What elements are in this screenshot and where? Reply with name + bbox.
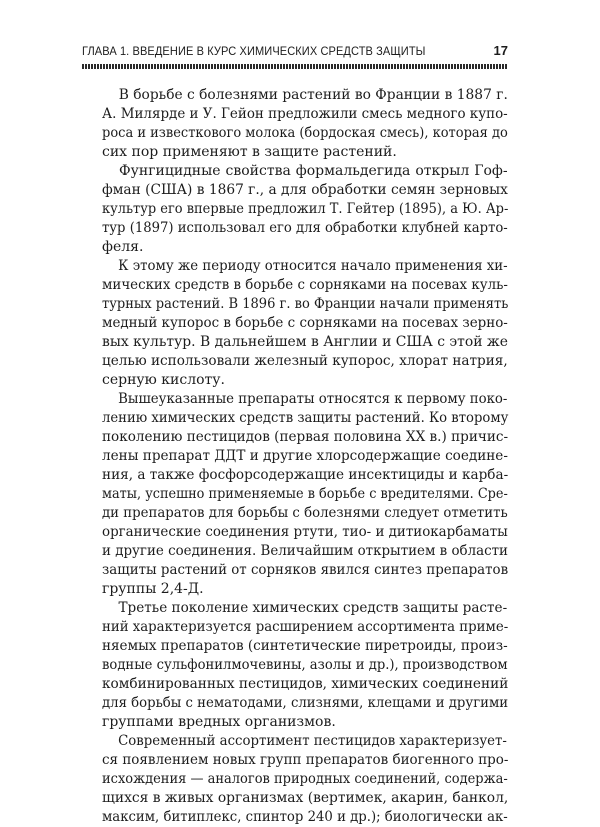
text-line: ся появлением новых групп препаратов биогенного про- xyxy=(102,752,509,768)
text-line: ний характеризуется расширением ассортимента приме- xyxy=(102,619,509,635)
text-line: исхождения — аналогов природных соединений, содержа- xyxy=(102,771,508,787)
text-line: и другие соединения. Величайшим открытием в области xyxy=(102,543,508,559)
header-rule xyxy=(82,64,508,69)
text-line: мических средств в борьбе с сорняками на посевах куль- xyxy=(102,277,508,293)
text-line: максим, битиплекс, спинтор 240 и др.); биологически ак- xyxy=(102,809,508,825)
text-line: вых культур. В дальнейшем в Англии и США с этой же xyxy=(102,334,508,350)
text-line: водные сульфонилмочевины, азолы и др.), производством xyxy=(102,657,508,673)
text-line: Третье поколение химических средств защиты расте- xyxy=(118,600,508,616)
text-line: серную кислоту. xyxy=(102,372,225,388)
text-line: медный купорос в борьбе с сорняками на посевах зерно- xyxy=(102,315,508,331)
text-line: маты, успешно применяемые в борьбе с вредителями. Сре- xyxy=(102,486,508,502)
text-line: Современный ассортимент пестицидов характеризует- xyxy=(118,733,507,749)
text-line: тур (1897) использовал его для обработки клубней карто- xyxy=(102,220,508,236)
text-line: фман (США) в 1867 г., а для обработки семян зерновых xyxy=(102,182,508,198)
text-line: целью использовали железный купорос, хлорат натрия, xyxy=(102,353,508,369)
running-header xyxy=(82,44,508,62)
text-line: ния, а также фосфорсодержащие инсектициды и карба- xyxy=(102,467,509,483)
text-line: няемых препаратов (синтетические пиретроиды, произ- xyxy=(102,638,508,654)
text-line: поколению пестицидов (первая половина XX в.) причис- xyxy=(102,429,509,445)
text-line: сих пор применяют в защите растений. xyxy=(102,144,397,160)
text-line: лены препарат ДДТ и другие хлорсодержащие соедине- xyxy=(102,448,508,464)
body-text xyxy=(102,86,508,827)
text-line: роса и известкового молока (бордоская смесь), которая до xyxy=(102,125,508,141)
text-line: защиты растений от сорняков явился синтез препаратов xyxy=(102,562,509,578)
running-title: ГЛАВА 1. ВВЕДЕНИЕ В КУРС ХИМИЧЕСКИХ СРЕДСТВ ЗАЩИТЫ xyxy=(82,44,426,58)
text-line: А. Милярде и У. Гейон предложили смесь медного купо- xyxy=(102,106,508,122)
text-line: К этому же периоду относится начало применения хи- xyxy=(118,258,508,274)
text-line: феля. xyxy=(102,239,144,255)
text-line: группами вредных организмов. xyxy=(102,714,336,730)
text-line: лению химических средств защиты растений. Ко второму xyxy=(102,410,509,426)
text-line: турных растений. В 1896 г. во Франции начали применять xyxy=(102,296,509,312)
text-line: культур его впервые предложил Т. Гейтер (1895), а Ю. Ар- xyxy=(102,201,509,217)
text-line: комбинированных пестицидов, химических соединений xyxy=(102,676,509,692)
text-line: Вышеуказанные препараты относятся к первому поко- xyxy=(118,391,508,407)
page-number: 17 xyxy=(493,43,508,58)
text-line: ди препаратов для борьбы с болезнями следует отметить xyxy=(102,505,508,521)
text-line: Фунгицидные свойства формальдегида открыл Гоф- xyxy=(119,163,508,179)
text-line: щихся в живых организмах (вертимек, акарин, банкол, xyxy=(102,790,509,806)
text-line: для борьбы с нематодами, слизнями, клещами и другими xyxy=(102,695,509,711)
text-line: В борьбе с болезнями растений во Франции в 1887 г. xyxy=(118,87,508,103)
text-line: органические соединения ртути, тио- и дитиокарбаматы xyxy=(102,524,508,540)
text-line: группы 2,4-Д. xyxy=(102,581,204,597)
